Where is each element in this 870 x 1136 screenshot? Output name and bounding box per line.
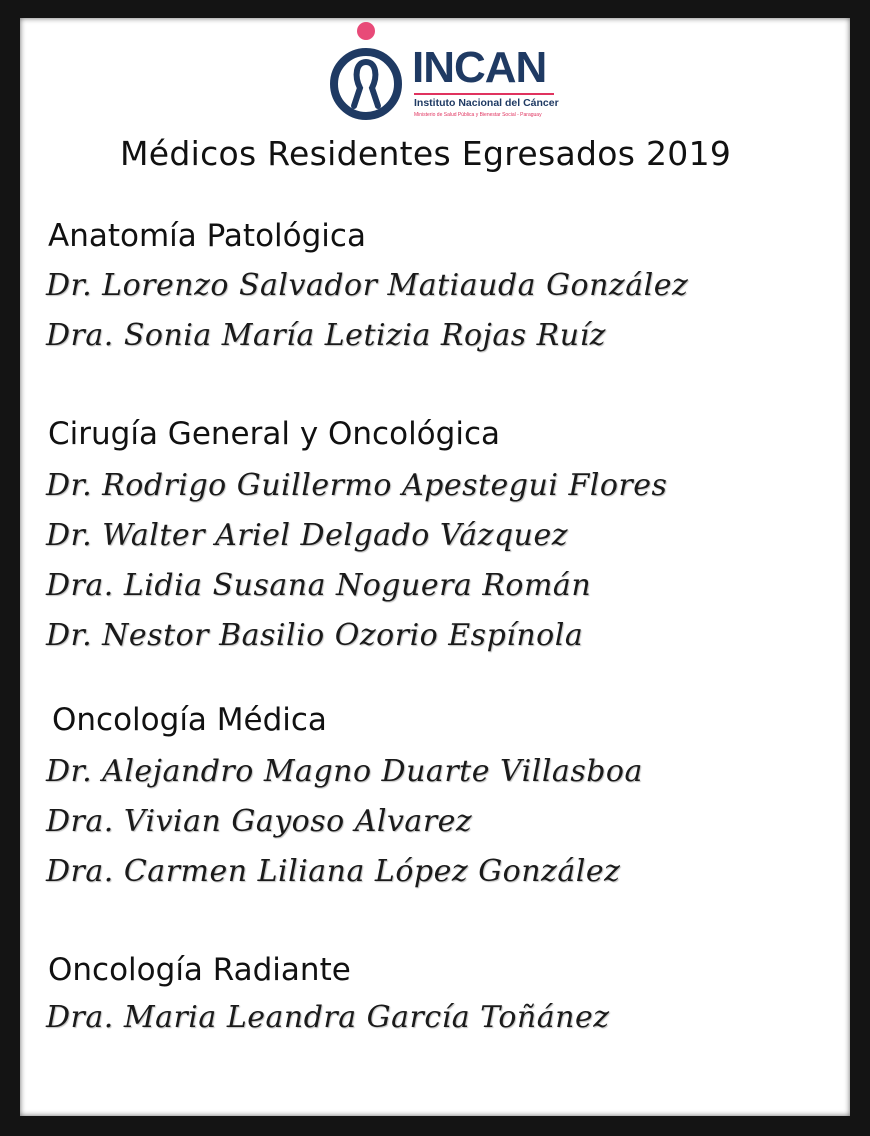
logo-subtitle: Instituto Nacional del Cáncer <box>414 97 559 109</box>
ribbon-logo-icon <box>330 20 410 128</box>
section-heading: Oncología Radiante <box>48 952 351 988</box>
doctor-name: Dr. Nestor Basilio Ozorio Espínola <box>46 618 584 653</box>
logo-ministry: Ministerio de Salud Pública y Bienestar Social - Paraguay <box>414 112 542 118</box>
incan-logo <box>330 20 570 128</box>
logo-rule <box>414 93 554 95</box>
section-heading: Anatomía Patológica <box>48 218 366 254</box>
logo-wordmark: INCAN <box>412 43 547 92</box>
doctor-name: Dr. Alejandro Magno Duarte Villasboa <box>46 754 643 789</box>
doctor-name: Dra. Lidia Susana Noguera Román <box>46 568 592 603</box>
doctor-name: Dra. Vivian Gayoso Alvarez <box>46 804 473 839</box>
section-heading: Oncología Médica <box>52 702 327 738</box>
section-heading: Cirugía General y Oncológica <box>48 416 500 452</box>
doctor-name: Dra. Maria Leandra García Toñánez <box>46 1000 610 1035</box>
doctor-name: Dra. Carmen Liliana López González <box>46 854 621 889</box>
doctor-name: Dr. Lorenzo Salvador Matiauda González <box>46 268 689 303</box>
doctor-name: Dr. Rodrigo Guillermo Apestegui Flores <box>46 468 668 503</box>
doctor-name: Dr. Walter Ariel Delgado Vázquez <box>46 518 569 553</box>
doctor-name: Dra. Sonia María Letizia Rojas Ruíz <box>46 318 606 353</box>
document-page <box>20 18 850 1116</box>
page-title: Médicos Residentes Egresados 2019 <box>120 134 732 173</box>
